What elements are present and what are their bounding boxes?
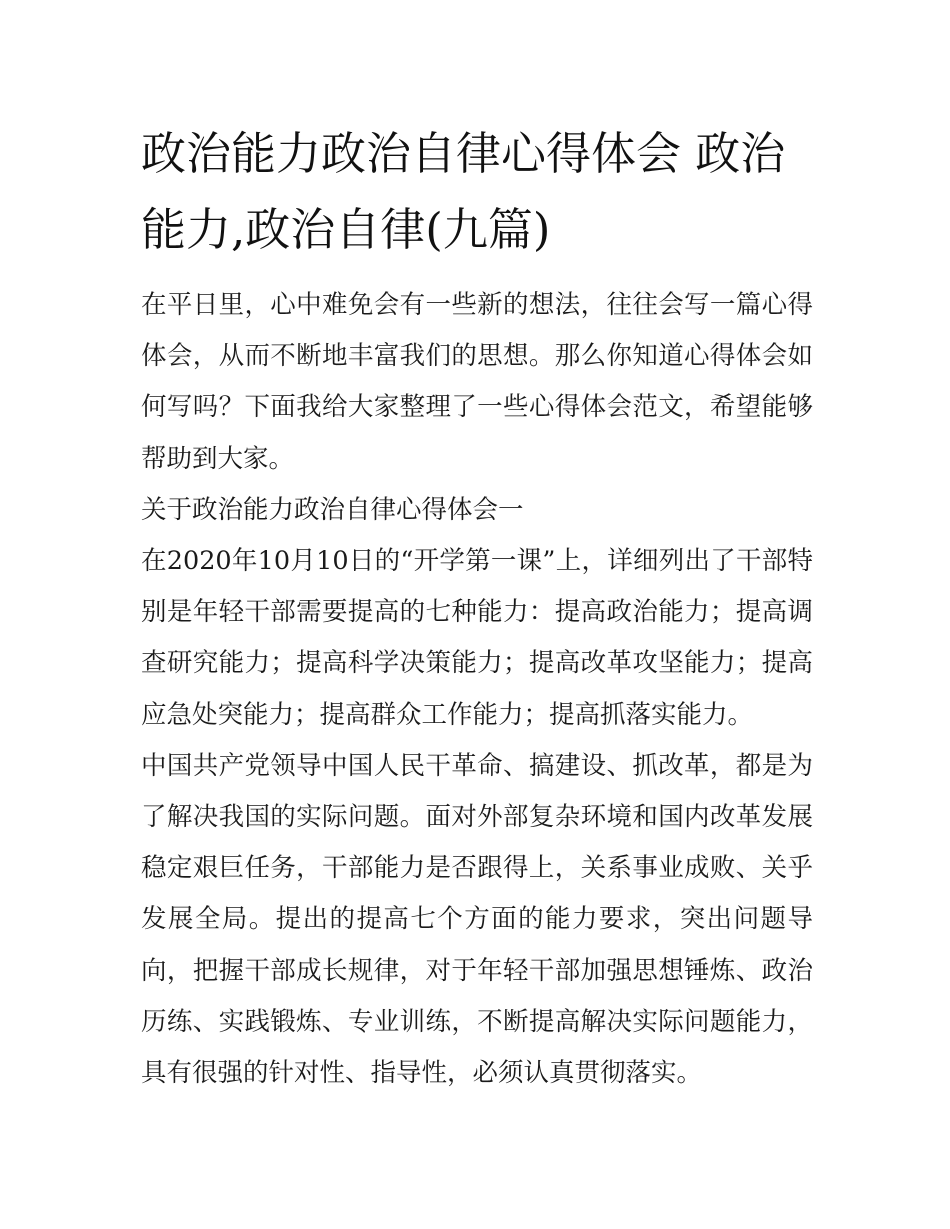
section-heading: 关于政治能力政治自律心得体会一 <box>141 494 524 525</box>
body-paragraph-1: 在2020年10月10日的“开学第一课”上，详细列出了干部特别是年轻干部需要提高的七种能力：提高政治能力；提高调查研究能力；提高科学决策能力；提高改革攻坚能力；提高应急处突能力；提高群众工作能力；提高抓落实能力。 <box>141 546 813 730</box>
body-paragraph-2: 中国共产党领导中国人民干革命、搞建设、抓改革，都是为了解决我国的实际问题。面对外部复杂环境和国内改革发展稳定艰巨任务，干部能力是否跟得上，关系事业成败、关乎发展全局。提出的提高七个方面的能力要求，突出问题导向，把握干部成长规律，对于年轻干部加强思想锤炼、政治历练、实践锻炼、专业训练，不断提高解决实际问题能力，具有很强的针对性、指导性，必须认真贯彻落实。 <box>141 750 813 1089</box>
intro-paragraph: 在平日里，心中难免会有一些新的想法，往往会写一篇心得体会，从而不断地丰富我们的思想。那么你知道心得体会如何写吗？下面我给大家整理了一些心得体会范文，希望能够帮助到大家。 <box>141 290 813 474</box>
document-body <box>141 116 813 1099</box>
document-title: 政治能力政治自律心得体会 政治能力,政治自律(九篇) <box>141 127 786 256</box>
